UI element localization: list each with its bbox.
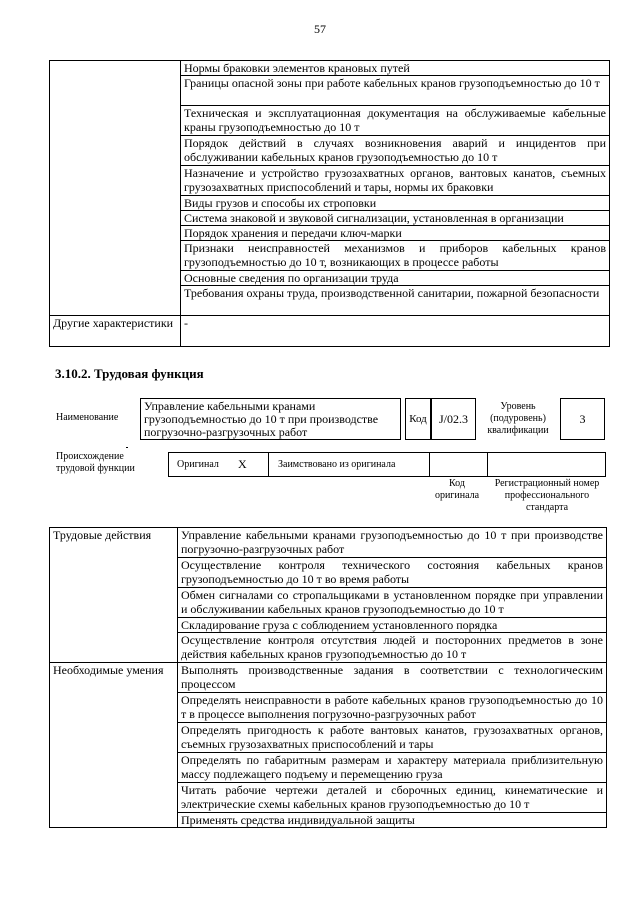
origin-label: Происхождение трудовой функции — [56, 451, 135, 474]
level-value: 3 — [579, 412, 586, 426]
borrowed-label: Заимствовано из оригинала — [278, 459, 396, 470]
table-row: Определять пригодность к работе вантовых канатов, грузозахватных органов, съемных грузозахватных приспособлений и тары — [178, 723, 607, 753]
origin-code-caption: Код оригинала — [434, 478, 480, 501]
origin-reg-cell — [487, 453, 605, 476]
table-row: Порядок хранения и передачи ключ-марки — [181, 226, 610, 241]
table-row: Основные сведения по организации труда — [181, 271, 610, 286]
labor-actions-label: Трудовые действия — [50, 528, 178, 663]
table-label-cell — [50, 61, 181, 316]
skills-label: Необходимые умения — [50, 663, 178, 828]
table-row: Определять по габаритным размерам и характеру материала приблизительную массу подлежащего подъему и перемещению груза — [178, 753, 607, 783]
level-label: Уровень (подуровень) квалификации — [487, 401, 549, 436]
code-value-box — [431, 398, 476, 440]
table-row: Выполнять производственные задания в соответствии с технологическим процессом — [178, 663, 607, 693]
table-row: Управление кабельными кранами грузоподъемностью до 10 т при производстве погрузочно-разгрузочных работ — [178, 528, 607, 558]
other-characteristics-value: - — [181, 316, 610, 347]
table-row: Читать рабочие чертежи деталей и сборочных единиц, кинематические и электрические схемы кабельных кранов грузоподъемностью до 10 т — [178, 783, 607, 813]
original-label: Оригинал — [177, 459, 219, 470]
table-row: Техническая и эксплуатационная документация на обслуживаемые кабельные краны грузоподъемностью до 10 т — [181, 106, 610, 136]
table-row: Признаки неисправностей механизмов и приборов кабельных кранов грузоподъемностью до 10 т, возникающих в процессе работы — [181, 241, 610, 271]
knowledge-table — [49, 60, 610, 347]
table-row: Осуществление контроля отсутствия людей и посторонних предметов в зоне действия кабельных кранов грузоподъемностью до 10 т — [178, 633, 607, 663]
table-row: Требования охраны труда, производственной санитарии, пожарной безопасности — [181, 286, 610, 316]
origin-reg-caption: Регистрационный номер профессионального стандарта — [494, 478, 600, 513]
table-row: Осуществление контроля технического состояния кабельных кранов грузоподъемностью до 10 т во время работы — [178, 558, 607, 588]
level-value-box — [560, 398, 605, 440]
table-row: Обмен сигналами со стропальщиками в установленном порядке при управлении и обслуживании кабельных кранов грузоподъемностью до 10 т — [178, 588, 607, 618]
function-table — [49, 527, 607, 828]
other-characteristics-label: Другие характеристики — [50, 316, 181, 347]
header-dash — [126, 447, 128, 448]
table-row: Применять средства индивидуальной защиты — [178, 813, 607, 828]
table-row: Границы опасной зоны при работе кабельных кранов грузоподъемностью до 10 т — [181, 76, 610, 106]
origin-table — [168, 452, 606, 477]
table-row: Порядок действий в случаях возникновения аварий и инцидентов при обслуживании кабельных кранов грузоподъемностью до 10 т — [181, 136, 610, 166]
section-title: 3.10.2. Трудовая функция — [55, 366, 204, 381]
original-cell — [169, 453, 269, 476]
table-row: Система знаковой и звуковой сигнализации, установленная в организации — [181, 211, 610, 226]
origin-code-cell — [429, 453, 488, 476]
table-row: Назначение и устройство грузозахватных органов, вантовых канатов, съемных грузозахватных приспособлений и тары, нормы их браковки — [181, 166, 610, 196]
original-mark: X — [238, 457, 247, 471]
name-value: Управление кабельными кранами грузоподъемностью до 10 т при производстве погрузочно-разгрузочных работ — [144, 399, 379, 439]
code-value: J/02.3 — [438, 412, 468, 426]
table-row: Виды грузов и способы их строповки — [181, 196, 610, 211]
name-value-box — [140, 398, 401, 440]
borrowed-cell — [268, 453, 430, 476]
code-label-box — [405, 398, 431, 440]
table-row: Складирование груза с соблюдением установленного порядка — [178, 618, 607, 633]
table-row: Нормы браковки элементов крановых путей — [181, 61, 610, 76]
page-number: 57 — [314, 22, 326, 36]
table-row: Определять неисправности в работе кабельных кранов грузоподъемностью до 10 т в процессе выполнения погрузочно-разгрузочных работ — [178, 693, 607, 723]
name-label: Наименование — [56, 412, 119, 423]
code-label: Код — [409, 413, 427, 425]
